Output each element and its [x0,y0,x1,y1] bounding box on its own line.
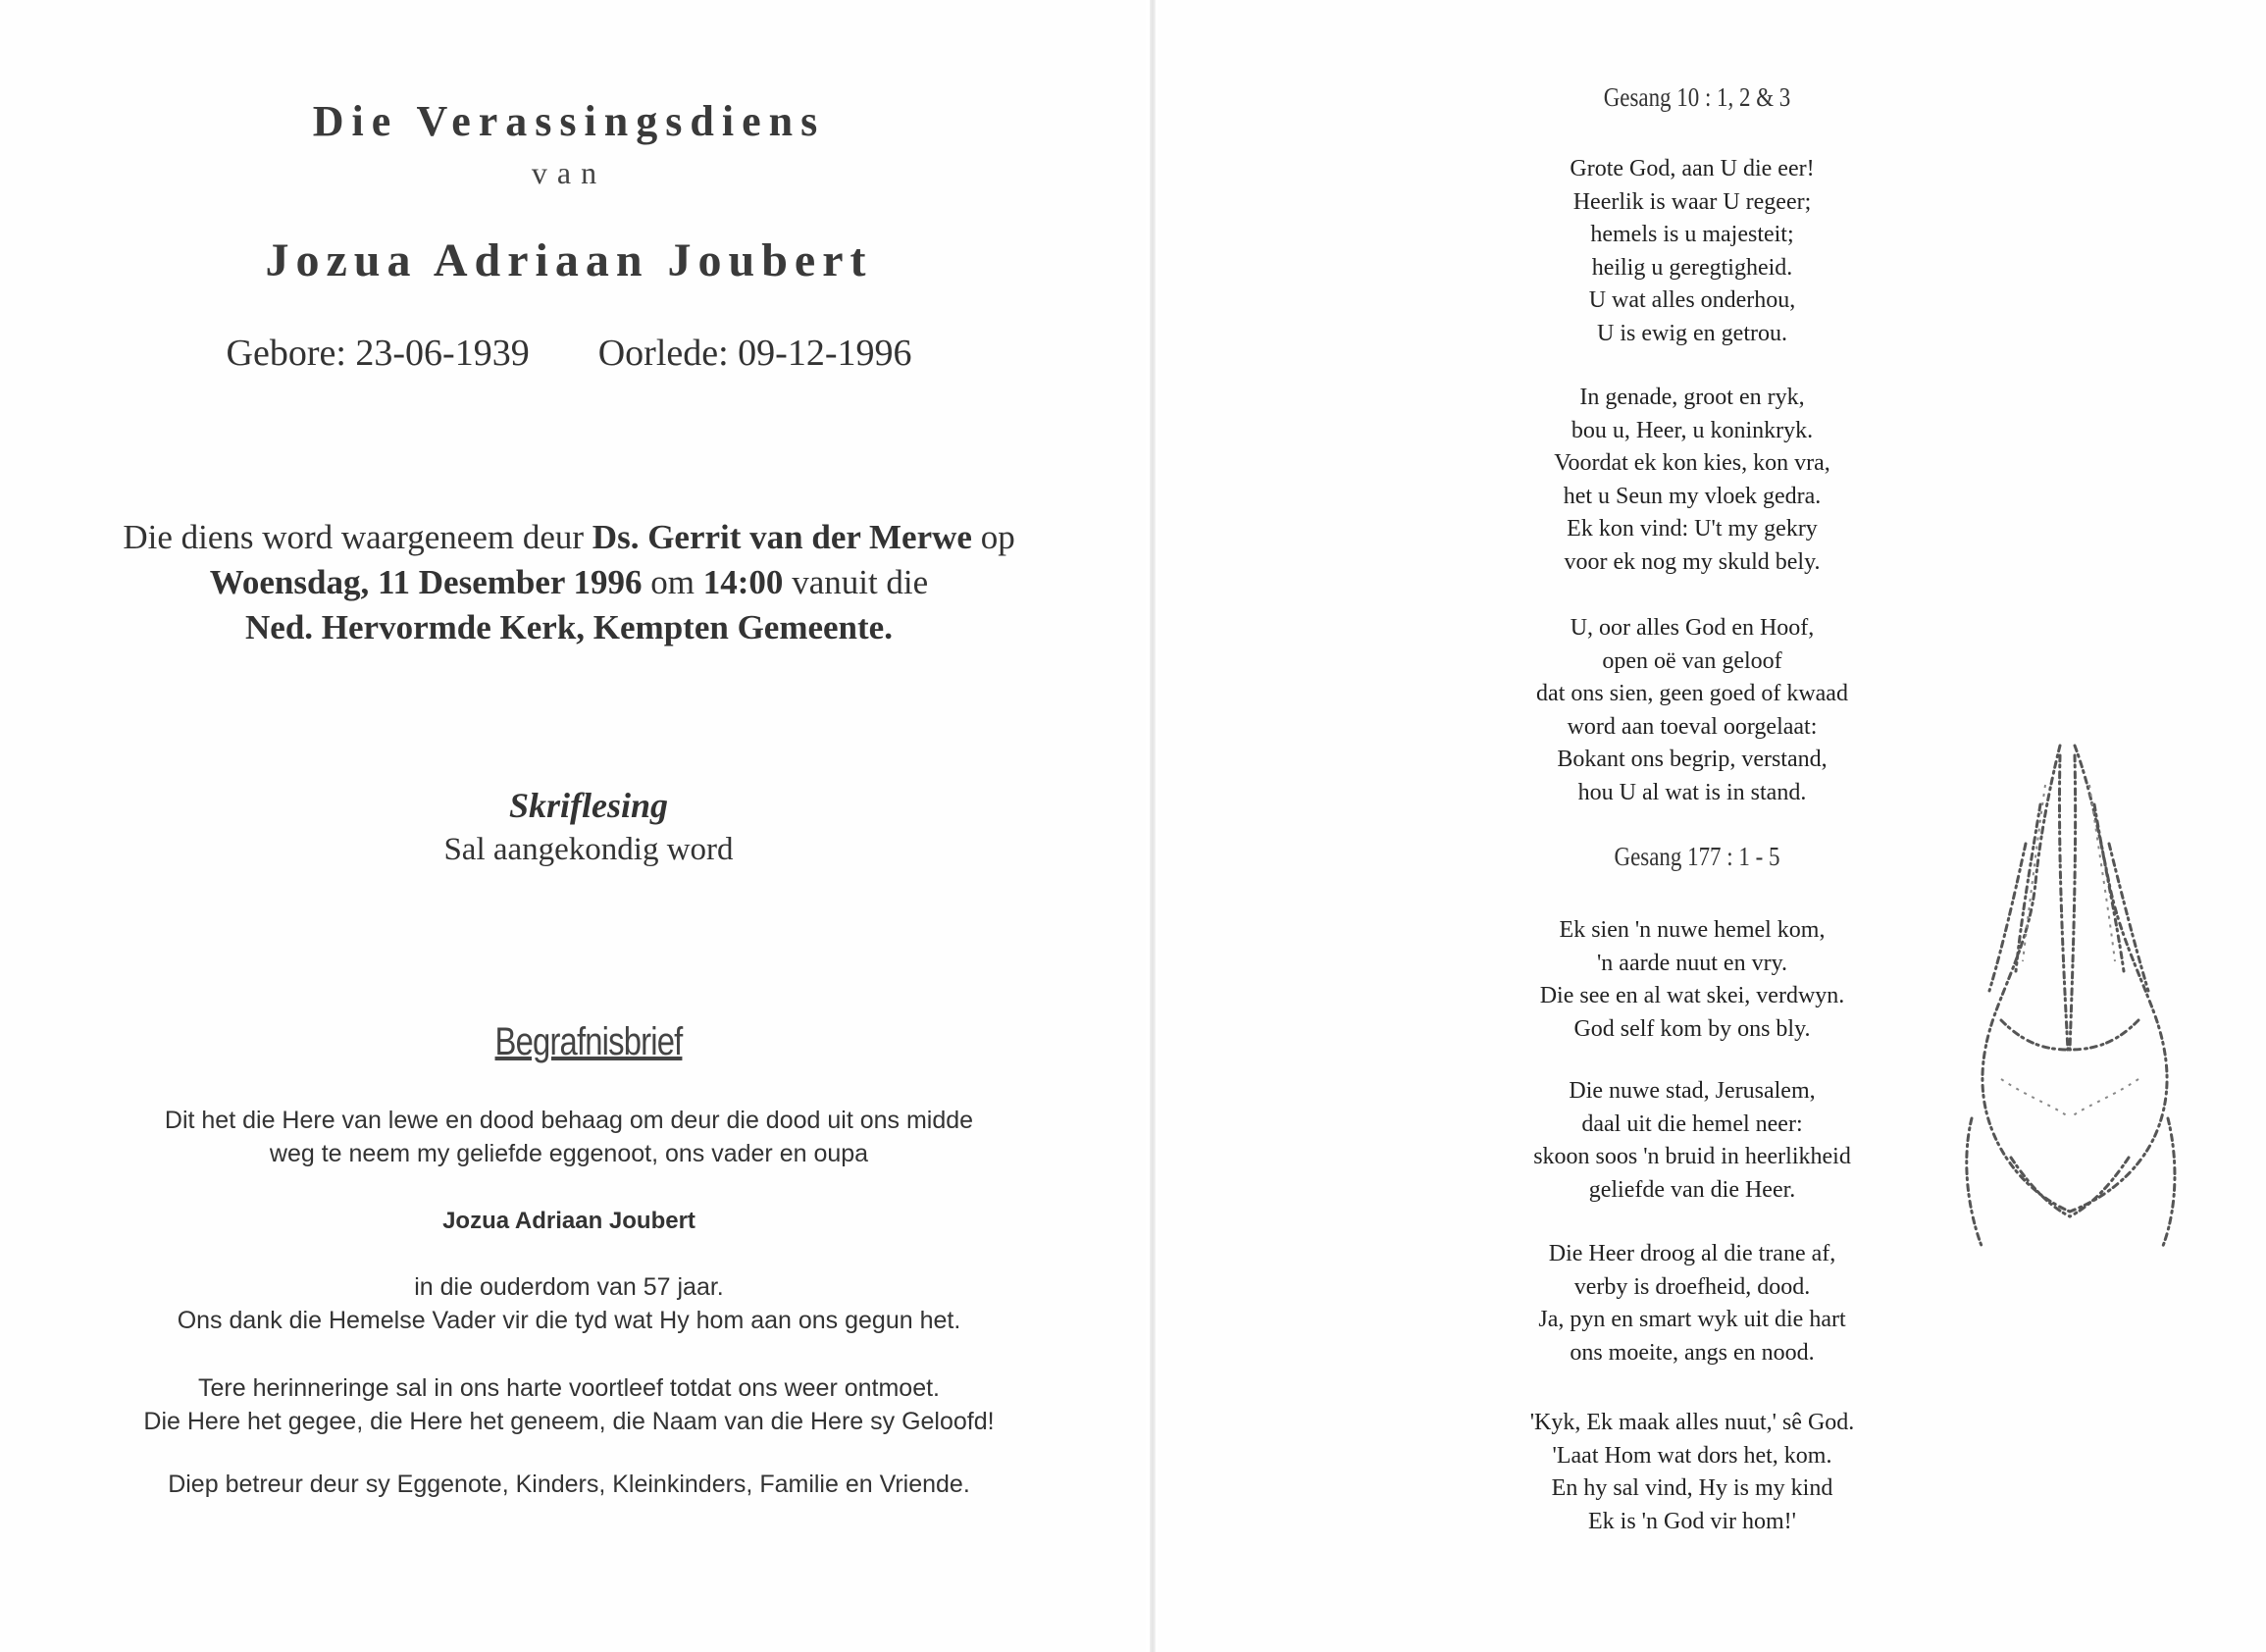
brief-paragraph-4: Diep betreur deur sy Eggenote, Kinders, Kleinkinders, Familie en Vriende. [168,1471,970,1498]
brief-deceased-name: Jozua Adriaan Joubert [442,1208,695,1234]
page-title: Die Verassingsdiens [312,97,826,145]
service-line-2: Woensdag, 11 Desember 1996 om 14:00 vanuit die [209,563,929,601]
brief-paragraph-3: Tere herinneringe sal in ons harte voortleef totdat ons weer ontmoet. Die Here het gegee, die Here het geneem, die Naam van die Here sy Geloofd! [143,1374,995,1435]
begrafnisbrief-heading: Begrafnisbrief [494,1020,683,1063]
death-date: Oorlede: 09-12-1996 [597,333,912,374]
service-line-1: Die diens word waargeneem deur Ds. Gerrit van der Merwe op [123,518,1015,556]
life-dates [147,332,991,375]
birth-date: Gebore: 23-06-1939 [226,333,530,374]
hymn-2-heading: Gesang 177 : 1 - 5 [1614,842,1780,871]
skriflesing-heading: Skriflesing [508,786,669,825]
praying-hands-icon [1942,726,2197,1256]
hymn-2-stanza-1: Ek sien 'n nuwe hemel kom, 'n aarde nuut en vry. Die see en al wat skei, verdwyn. God self kom by ons bly. [1539,917,1845,1042]
service-line-3: Ned. Hervormde Kerk, Kempten Gemeente. [245,608,893,646]
page-fold [1150,0,1156,1652]
hymn-2-stanza-4: 'Kyk, Ek maak alles nuut,' sê God. 'Laat Hom wat dors het, kom. En hy sal vind, Hy is my kind Ek is 'n God vir hom!' [1529,1410,1855,1534]
hymn-2-stanza-2: Die nuwe stad, Jerusalem, daal uit die hemel neer: skoon soos 'n bruid in heerlikheid geliefde van die Heer. [1533,1078,1851,1203]
skriflesing-text: Sal aangekondig word [443,832,734,867]
title-van: van [531,155,607,190]
hymn-1-stanza-3: U, oor alles God en Hoof, open oë van geloof dat ons sien, geen goed of kwaad word aan toeval oorgelaat: Bokant ons begrip, verstand, hou U al wat is in stand. [1536,615,1848,805]
hymn-1-stanza-2: In genade, groot en ryk, bou u, Heer, u koninkryk. Voordat ek kon kies, kon vra, het u Seun my vloek gedra. Ek kon vind: U't my gekry voor ek nog my skuld bely. [1554,385,1830,575]
hymn-2-stanza-3: Die Heer droog al die trane af, verby is droefheid, dood. Ja, pyn en smart wyk uit die hart ons moeite, angs en nood. [1538,1241,1846,1366]
deceased-name: Jozua Adriaan Joubert [265,234,873,286]
brief-paragraph-2: in die ouderdom van 57 jaar. Ons dank die Hemelse Vader vir die tyd wat Hy hom aan ons gegun het. [177,1273,961,1334]
brief-paragraph-1: Dit het die Here van lewe en dood behaag om deur die dood uit ons midde weg te neem my geliefde eggenoot, ons vader en oupa [164,1107,974,1167]
hymn-1-stanza-1: Grote God, aan U die eer! Heerlik is waar U regeer; hemels is u majesteit; heilig u geregtigheid. U wat alles onderhou, U is ewig en getrou. [1570,156,1815,346]
hymn-1-heading: Gesang 10 : 1, 2 & 3 [1603,82,1791,112]
service-details [59,515,1079,650]
